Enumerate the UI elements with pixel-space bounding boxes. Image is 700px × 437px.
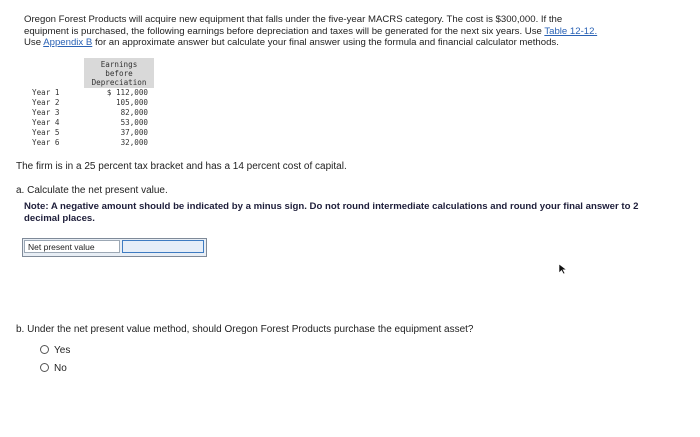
appendix-b-link[interactable]: Appendix B [43, 37, 93, 48]
intro-line-1: Oregon Forest Products will acquire new equipment that falls under the five-year MACRS category. The cost is $300,000. If the [24, 14, 563, 25]
year-label: Year 3 [32, 108, 60, 117]
earnings-value: 32,000 [120, 138, 148, 147]
radio-option-label: No [54, 363, 67, 374]
earnings-table [30, 58, 160, 150]
npv-input[interactable] [122, 240, 204, 253]
earnings-value: $ 112,000 [106, 88, 148, 97]
earnings-value: 105,000 [115, 98, 148, 107]
earnings-value: 37,000 [120, 128, 148, 137]
earnings-value: 53,000 [120, 118, 148, 127]
intro-line-2: equipment is purchased, the following earnings before depreciation and taxes will be generated for the next six years. Use Table 12-12. [24, 25, 598, 37]
header-line-depreciation: Depreciation [91, 78, 147, 87]
year-label: Year 5 [32, 128, 60, 137]
year-label: Year 6 [32, 138, 60, 147]
table-row [30, 118, 160, 128]
tax-and-cost-statement: The firm is in a 25 percent tax bracket and has a 14 percent cost of capital. [16, 161, 347, 172]
earnings-value: 82,000 [120, 108, 148, 117]
header-line-before: before [105, 69, 133, 78]
radio-option-no[interactable] [40, 362, 67, 376]
radio-circle-icon[interactable] [40, 345, 49, 354]
earnings-table-header [84, 58, 154, 88]
question-a-note: Note: A negative amount should be indicated by a minus sign. Do not round intermediate calculations and round your final answer to 2 decimal places. [24, 201, 639, 224]
year-label: Year 4 [32, 118, 60, 127]
npv-answer-row [22, 238, 207, 257]
radio-option-label: Yes [54, 345, 71, 356]
table-row [30, 138, 160, 148]
question-a-text: a. Calculate the net present value. [16, 185, 168, 196]
year-label: Year 1 [32, 88, 60, 97]
year-label: Year 2 [32, 98, 60, 107]
table-row [30, 98, 160, 108]
table-row [30, 108, 160, 118]
intro-line-3: Use Appendix B for an approximate answer but calculate your final answer using the formula and financial calculator methods. [24, 37, 559, 48]
npv-label: Net present value [24, 240, 120, 253]
problem-intro [24, 14, 664, 49]
mouse-cursor-icon [558, 262, 568, 280]
table-12-12-link[interactable]: Table 12-12. [544, 25, 598, 37]
table-row [30, 128, 160, 138]
question-b-text: b. Under the net present value method, should Oregon Forest Products purchase the equipment asset? [16, 324, 474, 335]
table-row [30, 88, 160, 98]
radio-option-yes[interactable] [40, 344, 70, 358]
header-line-earnings: Earnings [100, 60, 138, 69]
radio-circle-icon[interactable] [40, 363, 49, 372]
